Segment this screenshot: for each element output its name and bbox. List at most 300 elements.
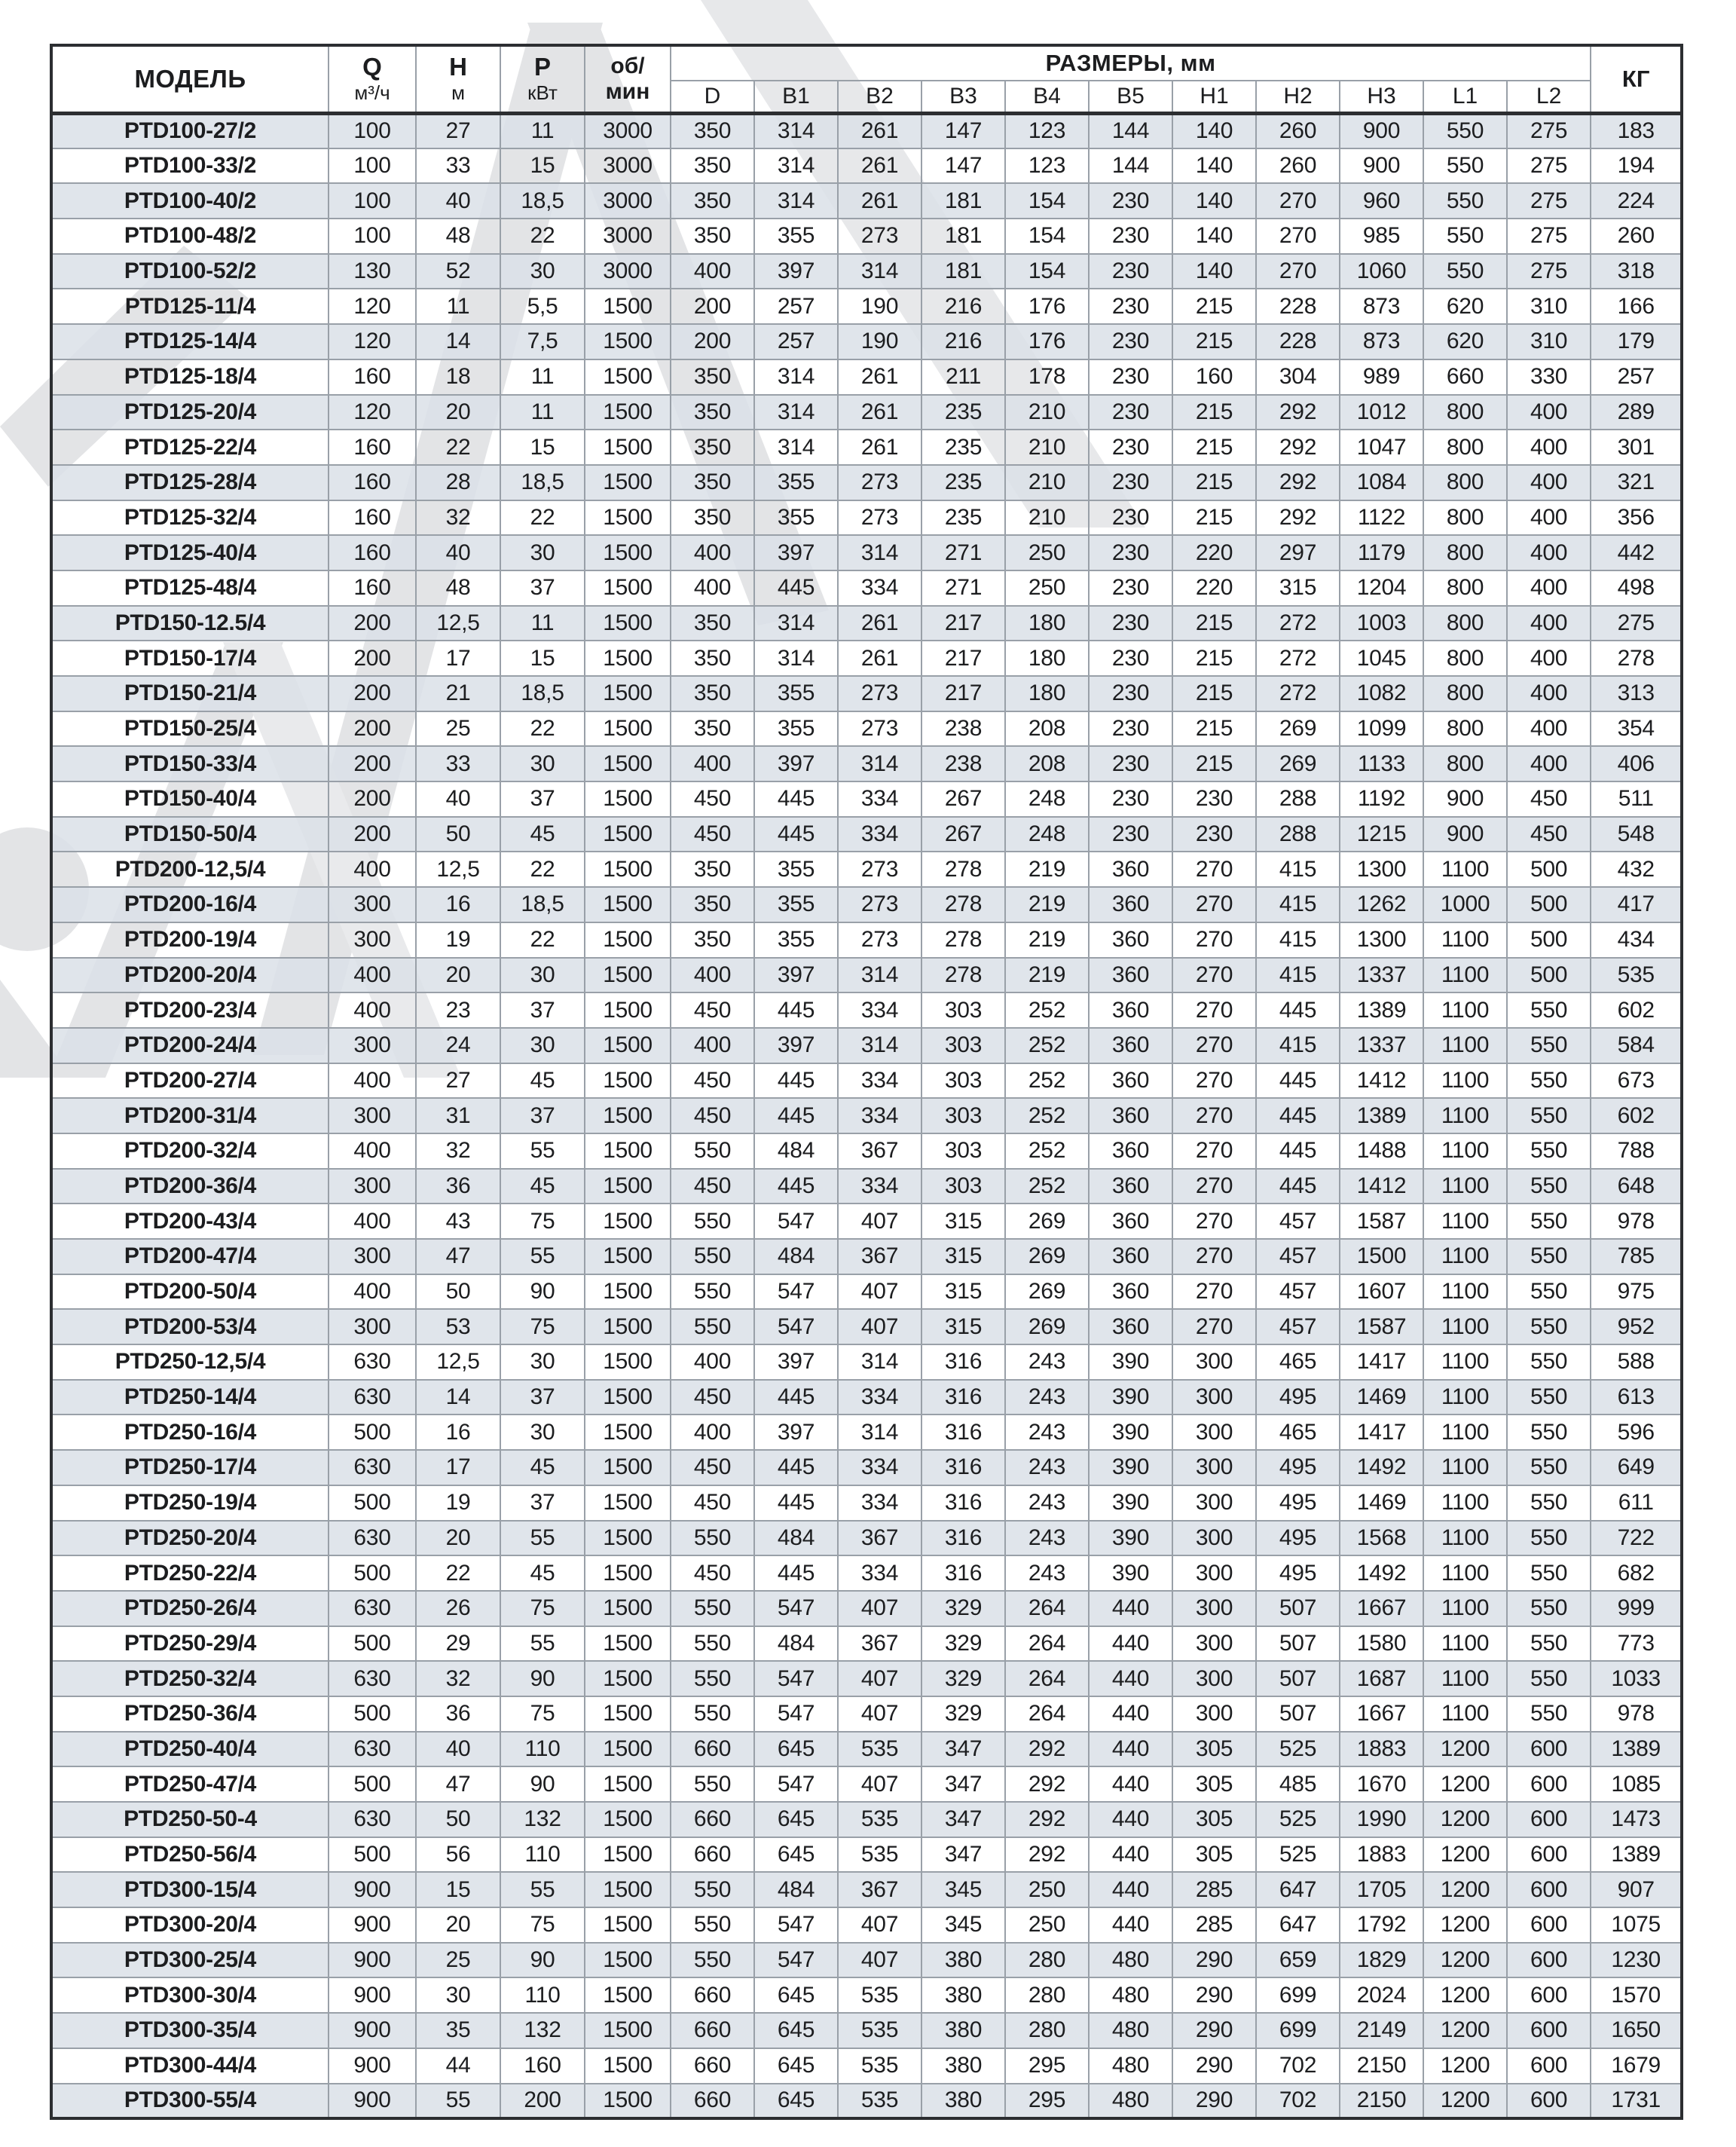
value-cell: 45: [500, 1555, 585, 1591]
value-cell: 1500: [585, 641, 671, 676]
value-cell: 230: [1089, 395, 1172, 430]
value-cell: 360: [1089, 887, 1172, 922]
model-cell: PTD200-47/4: [51, 1239, 329, 1274]
value-cell: 550: [671, 1274, 754, 1310]
value-cell: 278: [1591, 641, 1682, 676]
value-cell: 1500: [585, 746, 671, 781]
value-cell: 303: [921, 1028, 1005, 1063]
value-cell: 303: [921, 1063, 1005, 1099]
value-cell: 584: [1591, 1028, 1682, 1063]
value-cell: 230: [1089, 817, 1172, 852]
value-cell: 3000: [585, 254, 671, 289]
value-cell: 480: [1089, 2013, 1172, 2048]
value-cell: 495: [1256, 1521, 1340, 1556]
value-cell: 200: [329, 781, 416, 817]
value-cell: 407: [838, 1309, 921, 1344]
value-cell: 269: [1256, 746, 1340, 781]
model-cell: PTD200-20/4: [51, 958, 329, 993]
value-cell: 270: [1172, 887, 1256, 922]
value-cell: 400: [1507, 395, 1591, 430]
value-cell: 24: [416, 1028, 500, 1063]
value-cell: 292: [1256, 500, 1340, 536]
value-cell: 314: [754, 606, 838, 641]
value-cell: 355: [754, 711, 838, 747]
value-cell: 318: [1591, 254, 1682, 289]
value-cell: 252: [1005, 1028, 1089, 1063]
value-cell: 1100: [1423, 1450, 1507, 1485]
table-row: [51, 535, 1682, 570]
value-cell: 484: [754, 1626, 838, 1662]
value-cell: 230: [1089, 359, 1172, 395]
model-cell: PTD250-19/4: [51, 1485, 329, 1521]
value-cell: 2149: [1340, 2013, 1423, 2048]
value-cell: 525: [1256, 1837, 1340, 1873]
value-cell: 660: [1423, 359, 1507, 395]
value-cell: 550: [1507, 1415, 1591, 1450]
value-cell: 33: [416, 746, 500, 781]
value-cell: 305: [1172, 1802, 1256, 1837]
value-cell: 1100: [1423, 1380, 1507, 1415]
value-cell: 1100: [1423, 1274, 1507, 1310]
header-unit: м: [451, 81, 465, 105]
value-cell: 1389: [1340, 1098, 1423, 1133]
value-cell: 178: [1005, 359, 1089, 395]
model-cell: PTD250-32/4: [51, 1661, 329, 1696]
value-cell: 228: [1256, 324, 1340, 359]
value-cell: 1060: [1340, 254, 1423, 289]
value-cell: 329: [921, 1626, 1005, 1662]
value-cell: 360: [1089, 922, 1172, 958]
value-cell: 1500: [585, 1133, 671, 1169]
value-cell: 673: [1591, 1063, 1682, 1099]
value-cell: 1500: [585, 1380, 671, 1415]
value-cell: 292: [1005, 1802, 1089, 1837]
value-cell: 154: [1005, 254, 1089, 289]
model-cell: PTD125-14/4: [51, 324, 329, 359]
value-cell: 397: [754, 1028, 838, 1063]
value-cell: 181: [921, 183, 1005, 219]
value-cell: 345: [921, 1907, 1005, 1943]
value-cell: 35: [416, 2013, 500, 2048]
table-row: [51, 1661, 1682, 1696]
value-cell: 321: [1591, 465, 1682, 500]
value-cell: 75: [500, 1907, 585, 1943]
value-cell: 350: [671, 113, 754, 148]
column-header-rpm: [585, 45, 671, 113]
value-cell: 210: [1005, 500, 1089, 536]
value-cell: 55: [416, 2084, 500, 2119]
value-cell: 314: [838, 746, 921, 781]
table-row: [51, 1239, 1682, 1274]
value-cell: 290: [1172, 2084, 1256, 2119]
value-cell: 132: [500, 1802, 585, 1837]
value-cell: 45: [500, 1450, 585, 1485]
value-cell: 257: [1591, 359, 1682, 395]
value-cell: 261: [838, 183, 921, 219]
value-cell: 11: [416, 289, 500, 324]
value-cell: 347: [921, 1802, 1005, 1837]
value-cell: 440: [1089, 1732, 1172, 1767]
value-cell: 1100: [1423, 1591, 1507, 1626]
value-cell: 315: [921, 1239, 1005, 1274]
value-cell: 484: [754, 1521, 838, 1556]
value-cell: 630: [329, 1344, 416, 1380]
value-cell: 216: [921, 324, 1005, 359]
value-cell: 550: [1507, 1098, 1591, 1133]
value-cell: 380: [921, 1943, 1005, 1978]
value-cell: 500: [329, 1837, 416, 1873]
value-cell: 550: [1507, 992, 1591, 1028]
value-cell: 270: [1172, 1098, 1256, 1133]
value-cell: 495: [1256, 1450, 1340, 1485]
value-cell: 1500: [585, 359, 671, 395]
value-cell: 208: [1005, 711, 1089, 747]
value-cell: 360: [1089, 1309, 1172, 1344]
value-cell: 250: [1005, 570, 1089, 606]
value-cell: 360: [1089, 958, 1172, 993]
table-row: [51, 1344, 1682, 1380]
value-cell: 397: [754, 535, 838, 570]
value-cell: 1200: [1423, 1872, 1507, 1907]
value-cell: 288: [1256, 817, 1340, 852]
value-cell: 36: [416, 1169, 500, 1204]
value-cell: 800: [1423, 395, 1507, 430]
value-cell: 18: [416, 359, 500, 395]
value-cell: 800: [1423, 465, 1507, 500]
value-cell: 457: [1256, 1274, 1340, 1310]
value-cell: 355: [754, 500, 838, 536]
value-cell: 160: [1172, 359, 1256, 395]
value-cell: 300: [1172, 1555, 1256, 1591]
value-cell: 1417: [1340, 1344, 1423, 1380]
value-cell: 1417: [1340, 1415, 1423, 1450]
value-cell: 535: [838, 1732, 921, 1767]
value-cell: 1500: [585, 711, 671, 747]
value-cell: 314: [838, 1344, 921, 1380]
value-cell: 290: [1172, 2013, 1256, 2048]
value-cell: 11: [500, 606, 585, 641]
value-cell: 32: [416, 1133, 500, 1169]
value-cell: 110: [500, 1732, 585, 1767]
value-cell: 36: [416, 1696, 500, 1732]
value-cell: 50: [416, 817, 500, 852]
value-cell: 1133: [1340, 746, 1423, 781]
value-cell: 260: [1256, 148, 1340, 184]
model-cell: PTD200-36/4: [51, 1169, 329, 1204]
value-cell: 484: [754, 1872, 838, 1907]
value-cell: 200: [329, 711, 416, 747]
value-cell: 548: [1591, 817, 1682, 852]
value-cell: 535: [838, 2048, 921, 2084]
value-cell: 507: [1256, 1626, 1340, 1662]
value-cell: 300: [1172, 1485, 1256, 1521]
value-cell: 457: [1256, 1309, 1340, 1344]
value-cell: 390: [1089, 1380, 1172, 1415]
value-cell: 314: [754, 359, 838, 395]
table-row: [51, 324, 1682, 359]
table-row: [51, 1485, 1682, 1521]
value-cell: 397: [754, 746, 838, 781]
value-cell: 1389: [1591, 1732, 1682, 1767]
value-cell: 100: [329, 219, 416, 254]
value-cell: 120: [329, 324, 416, 359]
value-cell: 1500: [585, 1169, 671, 1204]
value-cell: 535: [838, 1802, 921, 1837]
value-cell: 345: [921, 1872, 1005, 1907]
value-cell: 445: [1256, 1063, 1340, 1099]
value-cell: 457: [1256, 1203, 1340, 1239]
value-cell: 1300: [1340, 922, 1423, 958]
table-row: [51, 606, 1682, 641]
value-cell: 40: [416, 781, 500, 817]
model-cell: PTD300-15/4: [51, 1872, 329, 1907]
value-cell: 278: [921, 852, 1005, 887]
value-cell: 18,5: [500, 465, 585, 500]
value-cell: 1100: [1423, 1098, 1507, 1133]
value-cell: 270: [1172, 1239, 1256, 1274]
value-cell: 1215: [1340, 817, 1423, 852]
table-row: [51, 852, 1682, 887]
value-cell: 235: [921, 500, 1005, 536]
model-cell: PTD200-19/4: [51, 922, 329, 958]
value-cell: 484: [754, 1239, 838, 1274]
value-cell: 500: [1507, 922, 1591, 958]
model-cell: PTD200-24/4: [51, 1028, 329, 1063]
value-cell: 216: [921, 289, 1005, 324]
value-cell: 215: [1172, 430, 1256, 465]
value-cell: 535: [838, 1977, 921, 2013]
value-cell: 602: [1591, 1098, 1682, 1133]
model-cell: PTD250-26/4: [51, 1591, 329, 1626]
value-cell: 480: [1089, 2084, 1172, 2119]
value-cell: 360: [1089, 1274, 1172, 1310]
value-cell: 500: [1507, 958, 1591, 993]
model-cell: PTD100-40/2: [51, 183, 329, 219]
value-cell: 15: [500, 148, 585, 184]
value-cell: 300: [1172, 1661, 1256, 1696]
value-cell: 1047: [1340, 430, 1423, 465]
value-cell: 397: [754, 254, 838, 289]
value-cell: 600: [1507, 1766, 1591, 1802]
value-cell: 273: [838, 922, 921, 958]
value-cell: 550: [1423, 254, 1507, 289]
value-cell: 316: [921, 1380, 1005, 1415]
value-cell: 230: [1089, 535, 1172, 570]
value-cell: 1500: [585, 1344, 671, 1380]
value-cell: 611: [1591, 1485, 1682, 1521]
table-row: [51, 2048, 1682, 2084]
value-cell: 1085: [1591, 1766, 1682, 1802]
value-cell: 1200: [1423, 1943, 1507, 1978]
value-cell: 275: [1591, 606, 1682, 641]
value-cell: 1500: [585, 1977, 671, 2013]
value-cell: 600: [1507, 2013, 1591, 2048]
value-cell: 273: [838, 465, 921, 500]
value-cell: 200: [329, 817, 416, 852]
value-cell: 75: [500, 1309, 585, 1344]
value-cell: 660: [671, 1732, 754, 1767]
value-cell: 329: [921, 1661, 1005, 1696]
value-cell: 1100: [1423, 1239, 1507, 1274]
value-cell: 275: [1507, 254, 1591, 289]
value-cell: 248: [1005, 781, 1089, 817]
value-cell: 257: [754, 324, 838, 359]
value-cell: 1500: [585, 1485, 671, 1521]
value-cell: 1500: [585, 1943, 671, 1978]
value-cell: 315: [921, 1309, 1005, 1344]
value-cell: 275: [1507, 219, 1591, 254]
value-cell: 550: [1507, 1696, 1591, 1732]
value-cell: 37: [500, 1380, 585, 1415]
value-cell: 219: [1005, 922, 1089, 958]
value-cell: 1500: [585, 500, 671, 536]
table-row: [51, 992, 1682, 1028]
value-cell: 350: [671, 148, 754, 184]
value-cell: 270: [1256, 254, 1340, 289]
value-cell: 450: [671, 1450, 754, 1485]
value-cell: 90: [500, 1274, 585, 1310]
value-cell: 400: [671, 1344, 754, 1380]
column-header-size-d: D: [671, 81, 754, 113]
value-cell: 19: [416, 1485, 500, 1521]
model-cell: PTD150-50/4: [51, 817, 329, 852]
value-cell: 550: [1507, 1063, 1591, 1099]
value-cell: 20: [416, 1907, 500, 1943]
value-cell: 702: [1256, 2084, 1340, 2119]
value-cell: 480: [1089, 1943, 1172, 1978]
value-cell: 310: [1507, 324, 1591, 359]
value-cell: 1488: [1340, 1133, 1423, 1169]
table-row: [51, 1802, 1682, 1837]
value-cell: 354: [1591, 711, 1682, 747]
value-cell: 29: [416, 1626, 500, 1662]
value-cell: 100: [329, 113, 416, 148]
value-cell: 1100: [1423, 1626, 1507, 1662]
value-cell: 400: [671, 570, 754, 606]
value-cell: 334: [838, 817, 921, 852]
value-cell: 400: [329, 1133, 416, 1169]
model-cell: PTD300-55/4: [51, 2084, 329, 2119]
value-cell: 1100: [1423, 1696, 1507, 1732]
value-cell: 440: [1089, 1802, 1172, 1837]
value-cell: 550: [1507, 1133, 1591, 1169]
value-cell: 30: [500, 254, 585, 289]
model-cell: PTD250-12,5/4: [51, 1344, 329, 1380]
value-cell: 600: [1507, 2048, 1591, 2084]
value-cell: 682: [1591, 1555, 1682, 1591]
value-cell: 350: [671, 852, 754, 887]
value-cell: 230: [1089, 465, 1172, 500]
value-cell: 900: [1340, 148, 1423, 184]
value-cell: 50: [416, 1274, 500, 1310]
value-cell: 600: [1507, 1732, 1591, 1767]
value-cell: 434: [1591, 922, 1682, 958]
value-cell: 200: [671, 324, 754, 359]
value-cell: 350: [671, 359, 754, 395]
value-cell: 1122: [1340, 500, 1423, 536]
value-cell: 1500: [585, 1239, 671, 1274]
value-cell: 243: [1005, 1521, 1089, 1556]
value-cell: 450: [671, 1485, 754, 1521]
value-cell: 270: [1172, 1274, 1256, 1310]
value-cell: 1200: [1423, 1907, 1507, 1943]
value-cell: 1687: [1340, 1661, 1423, 1696]
value-cell: 550: [671, 1872, 754, 1907]
value-cell: 1705: [1340, 1872, 1423, 1907]
value-cell: 269: [1005, 1274, 1089, 1310]
value-cell: 440: [1089, 1837, 1172, 1873]
value-cell: 313: [1591, 676, 1682, 711]
value-cell: 445: [754, 992, 838, 1028]
value-cell: 550: [1507, 1239, 1591, 1274]
table-row: [51, 711, 1682, 747]
value-cell: 267: [921, 781, 1005, 817]
table-row: [51, 183, 1682, 219]
model-cell: PTD250-17/4: [51, 1450, 329, 1485]
value-cell: 500: [1507, 887, 1591, 922]
value-cell: 14: [416, 324, 500, 359]
value-cell: 1500: [585, 852, 671, 887]
header-label: мин: [605, 78, 650, 104]
value-cell: 300: [1172, 1380, 1256, 1415]
value-cell: 442: [1591, 535, 1682, 570]
table-row: [51, 1977, 1682, 2013]
value-cell: 400: [329, 1063, 416, 1099]
value-cell: 350: [671, 395, 754, 430]
value-cell: 1587: [1340, 1203, 1423, 1239]
value-cell: 230: [1089, 711, 1172, 747]
value-cell: 645: [754, 1837, 838, 1873]
value-cell: 350: [671, 183, 754, 219]
value-cell: 445: [1256, 1169, 1340, 1204]
value-cell: 48: [416, 219, 500, 254]
value-cell: 12,5: [416, 1344, 500, 1380]
value-cell: 1179: [1340, 535, 1423, 570]
value-cell: 1100: [1423, 1555, 1507, 1591]
value-cell: 1492: [1340, 1450, 1423, 1485]
value-cell: 1192: [1340, 781, 1423, 817]
value-cell: 230: [1172, 817, 1256, 852]
value-cell: 400: [329, 1203, 416, 1239]
value-cell: 250: [1005, 1872, 1089, 1907]
value-cell: 1587: [1340, 1309, 1423, 1344]
value-cell: 445: [754, 817, 838, 852]
value-cell: 500: [329, 1766, 416, 1802]
table-row: [51, 2084, 1682, 2119]
value-cell: 261: [838, 430, 921, 465]
value-cell: 243: [1005, 1485, 1089, 1521]
value-cell: 907: [1591, 1872, 1682, 1907]
value-cell: 303: [921, 1133, 1005, 1169]
value-cell: 1883: [1340, 1732, 1423, 1767]
value-cell: 1500: [585, 1274, 671, 1310]
model-cell: PTD150-12.5/4: [51, 606, 329, 641]
value-cell: 179: [1591, 324, 1682, 359]
value-cell: 1100: [1423, 922, 1507, 958]
table-row: [51, 1591, 1682, 1626]
value-cell: 600: [1507, 1943, 1591, 1978]
value-cell: 334: [838, 1450, 921, 1485]
value-cell: 1500: [585, 1907, 671, 1943]
value-cell: 215: [1172, 324, 1256, 359]
value-cell: 40: [416, 1732, 500, 1767]
value-cell: 432: [1591, 852, 1682, 887]
value-cell: 465: [1256, 1344, 1340, 1380]
value-cell: 53: [416, 1309, 500, 1344]
value-cell: 47: [416, 1766, 500, 1802]
value-cell: 596: [1591, 1415, 1682, 1450]
model-cell: PTD150-40/4: [51, 781, 329, 817]
